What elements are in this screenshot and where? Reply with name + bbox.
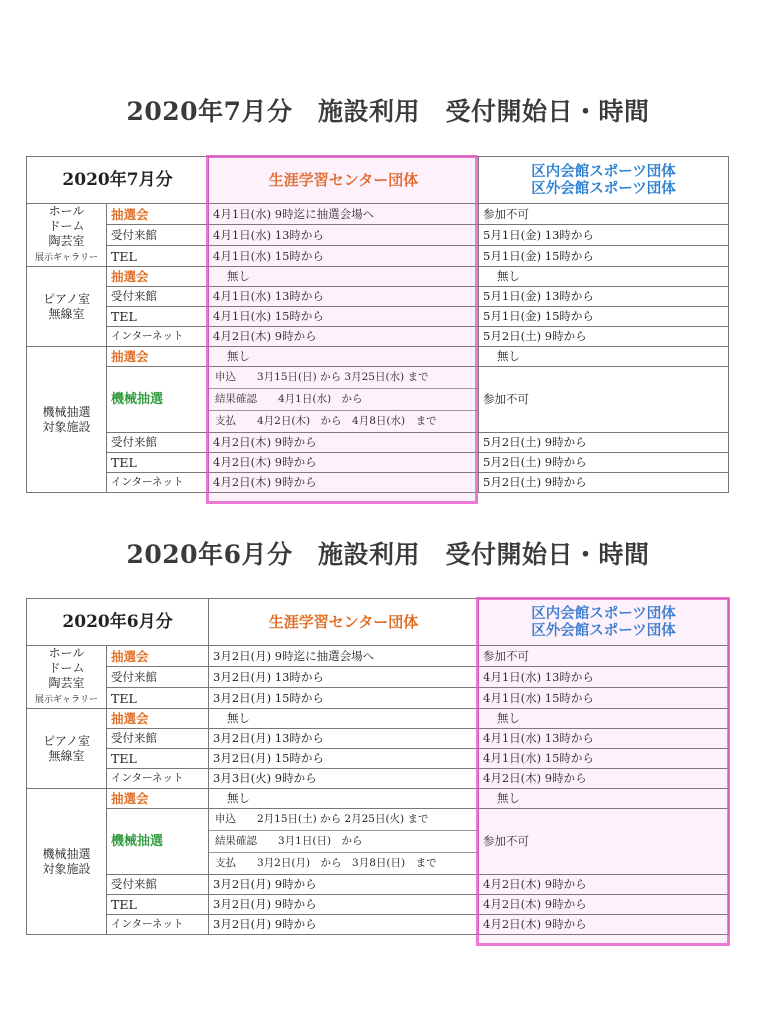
cell-value: 5月2日(土) 9時から — [479, 453, 729, 473]
cell-value: 4月1日(水) 15時から — [209, 307, 479, 327]
cell-value: 5月2日(土) 9時から — [479, 473, 729, 493]
row-label-tel: TEL — [107, 749, 209, 769]
column-header-outer-ward: 区外会館スポーツ団体 — [531, 622, 676, 639]
cell-value: 3月3日(火) 9時から — [209, 769, 479, 789]
row-label-visit: 受付来館 — [107, 667, 209, 688]
group-label: 機械抽選 — [42, 846, 91, 861]
cell-value: 4月2日(木) 9時から — [479, 875, 729, 895]
group-label: 陶芸室 — [48, 676, 85, 690]
cell-value: 無し — [479, 789, 729, 809]
cell-value: 4月1日(水) 13時から — [209, 225, 479, 246]
cell-value: 5月2日(土) 9時から — [479, 433, 729, 453]
group-label: 無線室 — [48, 748, 85, 763]
cell-value: 4月1日(水) 9時迄に抽選会場へ — [209, 204, 479, 225]
group-label: ピアノ室 — [42, 733, 91, 748]
row-label-machine-lottery: 機械抽選 — [107, 809, 209, 875]
cell-value: 無し — [479, 347, 729, 367]
cell-value: 無し — [209, 347, 479, 367]
column-header-sports-groups — [479, 599, 729, 646]
group-label: 展示ギャラリー — [34, 253, 98, 263]
month-header: 2020年6月分 — [27, 599, 209, 646]
cell-value: 3月2日(月) 15時から — [209, 749, 479, 769]
row-label-tel: TEL — [107, 688, 209, 709]
row-label-lottery: 抽選会 — [107, 267, 209, 287]
cell-value: 3月2日(月) 9時から — [209, 915, 479, 935]
row-label-visit: 受付来館 — [107, 225, 209, 246]
detail-result: 結果確認 4月1日(水) から — [209, 389, 478, 411]
group-label: ドーム — [48, 661, 85, 675]
column-header-inner-ward: 区内会館スポーツ団体 — [531, 163, 676, 180]
row-label-lottery: 抽選会 — [107, 347, 209, 367]
column-header-sports-groups — [479, 157, 729, 204]
row-label-visit: 受付来館 — [107, 433, 209, 453]
cell-value: 3月2日(月) 9時迄に抽選会場へ — [209, 646, 479, 667]
row-label-lottery: 抽選会 — [107, 789, 209, 809]
cell-value: 5月1日(金) 15時から — [479, 246, 729, 267]
row-label-tel: TEL — [107, 246, 209, 267]
cell-value: 4月1日(水) 13時から — [479, 667, 729, 688]
cell-value: 5月1日(金) 15時から — [479, 307, 729, 327]
cell-value: 参加不可 — [479, 204, 729, 225]
row-label-lottery: 抽選会 — [107, 646, 209, 667]
row-label-lottery: 抽選会 — [107, 709, 209, 729]
group-piano — [27, 709, 107, 789]
cell-value: 4月1日(水) 15時から — [209, 246, 479, 267]
group-label: ドーム — [48, 219, 85, 233]
cell-value: 4月2日(木) 9時から — [209, 433, 479, 453]
cell-value: 4月2日(木) 9時から — [209, 327, 479, 347]
cell-value: 3月2日(月) 13時から — [209, 667, 479, 688]
cell-value: 4月1日(水) 15時から — [479, 688, 729, 709]
cell-value: 4月1日(水) 13時から — [209, 287, 479, 307]
group-label: 対象施設 — [42, 419, 91, 434]
cell-value: 3月2日(月) 9時から — [209, 875, 479, 895]
cell-value: 4月2日(木) 9時から — [209, 453, 479, 473]
cell-value: 無し — [209, 709, 479, 729]
group-label: 無線室 — [48, 306, 85, 321]
cell-value: 5月1日(金) 13時から — [479, 287, 729, 307]
group-label: 機械抽選 — [42, 404, 91, 419]
group-label: ホール — [48, 204, 85, 218]
group-label: 展示ギャラリー — [34, 695, 98, 705]
cell-value: 3月2日(月) 13時から — [209, 729, 479, 749]
month-header: 2020年7月分 — [27, 157, 209, 204]
cell-value: 無し — [479, 709, 729, 729]
cell-value: 3月2日(月) 9時から — [209, 895, 479, 915]
schedule-table-june — [26, 598, 729, 935]
group-piano — [27, 267, 107, 347]
cell-value: 4月2日(木) 9時から — [479, 915, 729, 935]
detail-payment: 支払 4月2日(木) から 4月8日(水) まで — [215, 415, 437, 427]
row-label-tel: TEL — [107, 895, 209, 915]
row-label-tel: TEL — [107, 307, 209, 327]
column-header-lifelong-learning: 生涯学習センター団体 — [209, 599, 479, 646]
row-label-internet: インターネット — [107, 473, 209, 493]
page-title-july: 2020年7月分 施設利用 受付開始日・時間 — [126, 97, 650, 126]
cell-value: 4月2日(木) 9時から — [209, 473, 479, 493]
cell-value: 参加不可 — [479, 367, 729, 433]
row-label-lottery: 抽選会 — [107, 204, 209, 225]
row-label-internet: インターネット — [107, 915, 209, 935]
cell-value: 3月2日(月) 15時から — [209, 688, 479, 709]
group-label: 陶芸室 — [48, 234, 85, 248]
machine-lottery-details — [209, 809, 479, 875]
column-header-outer-ward: 区外会館スポーツ団体 — [531, 180, 676, 197]
machine-lottery-details — [209, 367, 479, 433]
cell-value: 5月2日(土) 9時から — [479, 327, 729, 347]
detail-payment: 支払 3月2日(月) から 3月8日(日) まで — [215, 857, 437, 869]
row-label-tel: TEL — [107, 453, 209, 473]
group-label: ピアノ室 — [42, 291, 91, 306]
detail-result: 結果確認 3月1日(日) から — [209, 831, 478, 853]
detail-apply: 申込 2月15日(土) から 2月25日(火) まで — [209, 809, 478, 831]
group-hall — [27, 204, 107, 267]
row-label-internet: インターネット — [107, 327, 209, 347]
cell-value: 無し — [209, 789, 479, 809]
group-hall — [27, 646, 107, 709]
cell-value: 無し — [479, 267, 729, 287]
group-machine — [27, 347, 107, 493]
cell-value: 5月1日(金) 13時から — [479, 225, 729, 246]
cell-value: 4月2日(木) 9時から — [479, 895, 729, 915]
group-label: ホール — [48, 646, 85, 660]
row-label-machine-lottery: 機械抽選 — [107, 367, 209, 433]
row-label-visit: 受付来館 — [107, 875, 209, 895]
schedule-table-july — [26, 156, 729, 493]
cell-value: 4月1日(水) 13時から — [479, 729, 729, 749]
cell-value: 無し — [209, 267, 479, 287]
detail-apply: 申込 3月15日(日) から 3月25日(水) まで — [209, 367, 478, 389]
cell-value: 参加不可 — [479, 646, 729, 667]
row-label-visit: 受付来館 — [107, 729, 209, 749]
cell-value: 4月1日(水) 15時から — [479, 749, 729, 769]
row-label-internet: インターネット — [107, 769, 209, 789]
group-machine — [27, 789, 107, 935]
page-title-june: 2020年6月分 施設利用 受付開始日・時間 — [126, 540, 650, 569]
cell-value: 参加不可 — [479, 809, 729, 875]
group-label: 対象施設 — [42, 861, 91, 876]
column-header-lifelong-learning: 生涯学習センター団体 — [209, 157, 479, 204]
column-header-inner-ward: 区内会館スポーツ団体 — [531, 605, 676, 622]
row-label-visit: 受付来館 — [107, 287, 209, 307]
cell-value: 4月2日(木) 9時から — [479, 769, 729, 789]
